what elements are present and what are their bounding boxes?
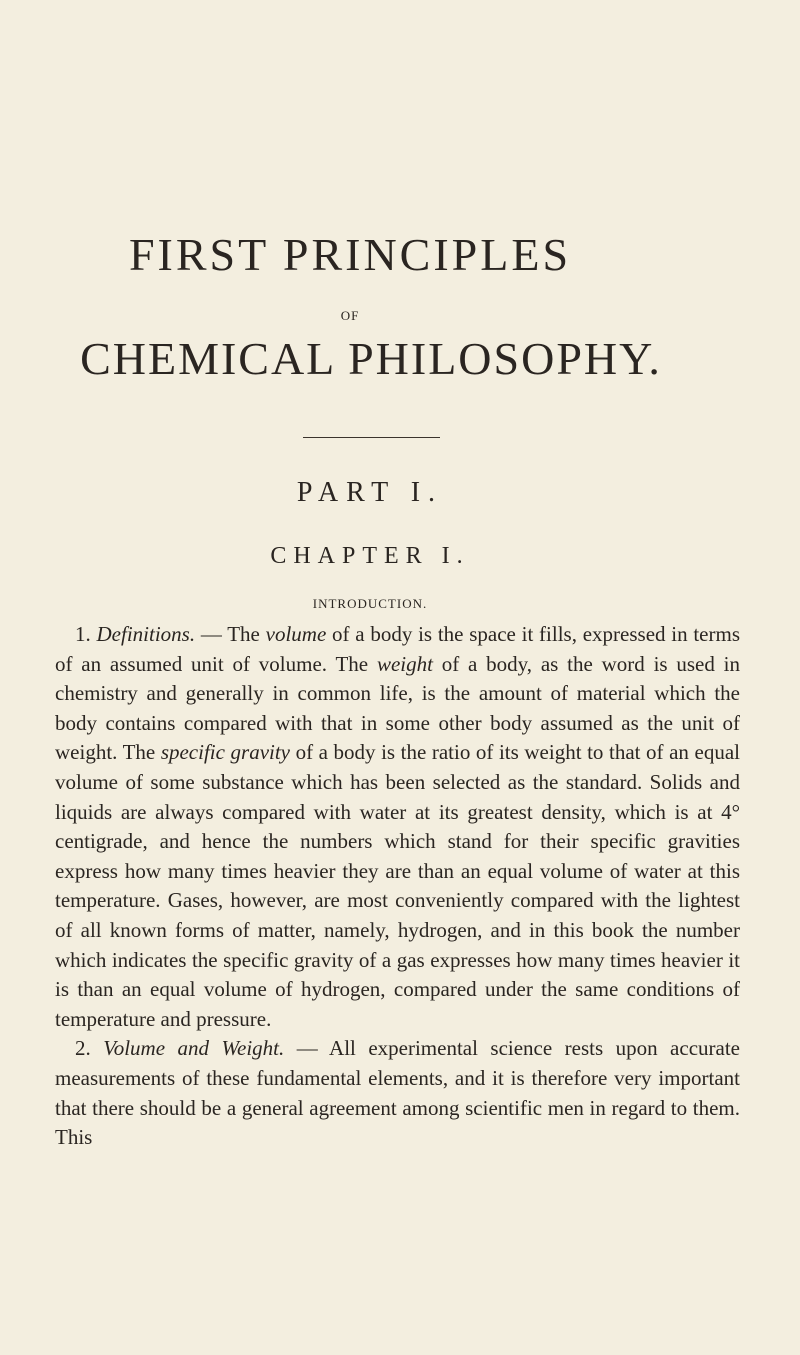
part-heading: PART I. [296,477,444,508]
text-segment: of a body is the ratio of its weight to that of an equal volume of some substance which has been selected as the standard. Solids and liquids are always compared with water at its greatest density, which is at 4° centigrade, and hence the numbers which stand for their specific gravities express how many times heavier they are than an equal volume of water at this temperature. Gases, however, are most conveniently compared with the lightest of all known forms of matter, namely, hydrogen, and in this book the number which indicates the specific gravity of a gas expresses how many times heavier it is than an equal volume of hydrogen, compared under the same conditions of temperature and pressure. [55,740,740,1031]
chapter-heading: CHAPTER I. [270,543,470,569]
term-volume: volume [265,622,327,646]
text-segment: of a body is the space it fills, expressed in terms of an assumed unit of volume. The [55,622,740,676]
em-dash: — [195,622,228,646]
paragraph-definitions [55,620,740,1034]
text-segment: of a body, as the word is used in chemistry and generally in common life, is the amount of material which the body contains compared with that in some other body assumed as the unit of weight. The [55,651,741,765]
title-connector: OF [340,308,360,323]
section-heading: INTRODUCTION. [312,596,428,611]
term-weight: weight [376,651,433,676]
paragraph-number: 1. [75,622,91,646]
paragraph-heading: Volume and Weight. [103,1036,285,1061]
em-dash: — [284,1036,330,1061]
paragraph-heading: Definitions. [96,622,196,646]
paragraph-number: 2. [75,1036,91,1061]
paragraph-volume-weight [55,1034,740,1152]
title-divider [303,437,440,438]
text-segment: The [227,622,266,646]
book-subtitle: CHEMICAL PHILOSOPHY. [80,333,662,384]
term-specific-gravity: specific gravity [160,740,290,765]
text-segment: All experimental science rests upon accurate measurements of these fundamental elements, and it is therefore very important that there should be a general agreement among scientific men in regard to them. This [55,1036,740,1150]
book-title: FIRST PRINCIPLES [128,229,572,280]
body-text [55,620,740,1153]
